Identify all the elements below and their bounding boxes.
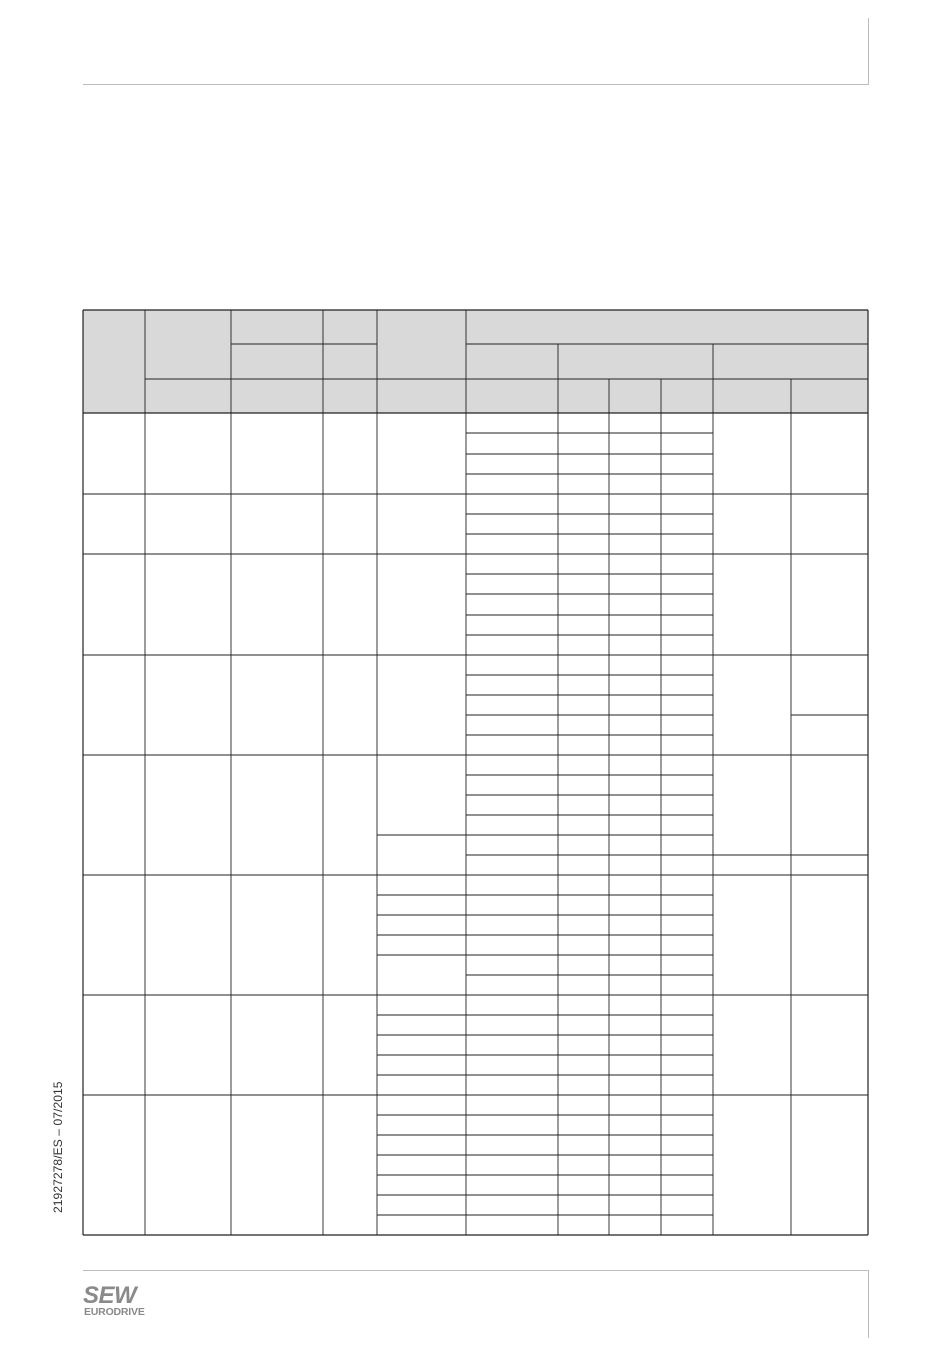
document-code: 21927278/ES – 07/2015	[51, 1081, 65, 1213]
svg-text:SEW: SEW	[83, 1282, 137, 1309]
header-background	[83, 310, 868, 413]
footer-corner-rule	[868, 1270, 869, 1338]
sew-eurodrive-logo	[83, 1282, 163, 1322]
svg-text:EURODRIVE: EURODRIVE	[84, 1306, 145, 1318]
footer-rule	[83, 1270, 869, 1271]
